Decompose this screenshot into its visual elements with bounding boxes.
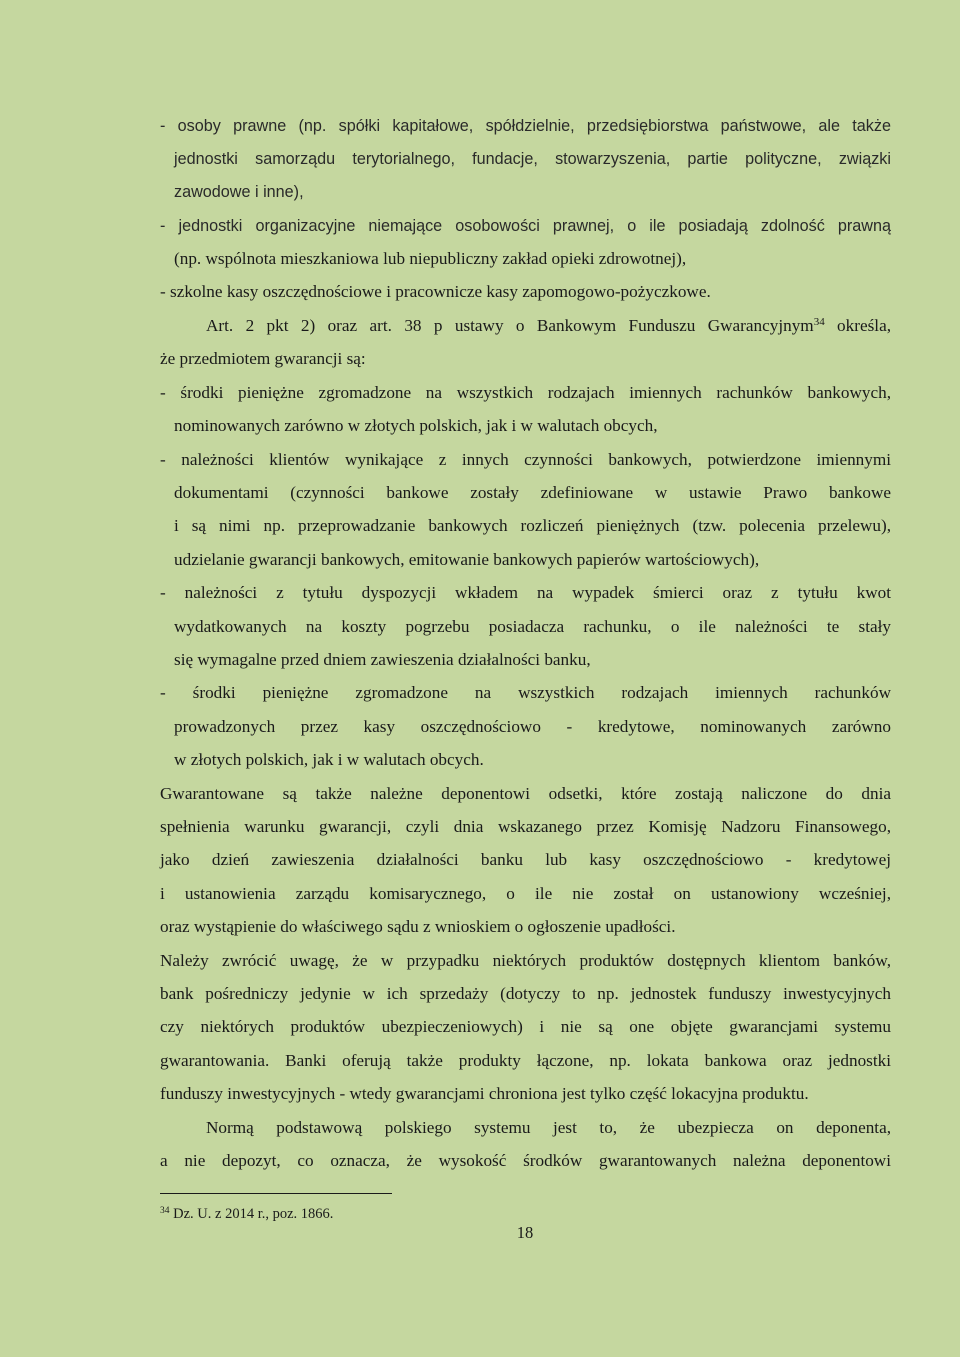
text-line: oraz wystąpienie do właściwego sądu z wnioskiem o ogłoszenie upadłości. <box>160 917 676 936</box>
text-line: - osoby prawne (np. spółki kapitałowe, spółdzielnie, przedsiębiorstwa państwowe, ale także <box>160 117 891 135</box>
text-line: udzielanie gwarancji bankowych, emitowanie bankowych papierów wartościowych), <box>174 550 760 569</box>
text-line: gwarantowania. Banki oferują także produkty łączone, np. lokata bankowa oraz jednostki <box>160 1051 891 1070</box>
text-line: - należności z tytułu dyspozycji wkładem na wypadek śmierci oraz z tytułu kwot <box>160 583 891 602</box>
text-line: i są nimi np. przeprowadzanie bankowych rozliczeń pieniężnych (tzw. polecenia przelewu), <box>174 516 891 535</box>
art-line-tail: określa, <box>824 316 891 335</box>
text-line: - środki pieniężne zgromadzone na wszystkich rodzajach imiennych rachunków bankowych, <box>160 383 891 402</box>
text-line: jako dzień zawieszenia działalności banku lub kasy oszczędnościowo - kredytowej <box>160 850 891 869</box>
text-line: w złotych polskich, jak i w walutach obcych. <box>174 750 484 769</box>
footnote-separator <box>160 1193 392 1194</box>
text-line: bank pośredniczy jedynie w ich sprzedaży (dotyczy to np. jednostek funduszy inwestycyjnych <box>160 984 891 1003</box>
text-line-with-footnote <box>206 316 891 336</box>
text-line: dokumentami (czynności bankowe zostały zdefiniowane w ustawie Prawo bankowe <box>174 483 891 502</box>
footnote-number: 34 <box>160 1206 170 1216</box>
page-number: 18 <box>516 1223 534 1242</box>
text-line: zawodowe i inne), <box>174 183 304 201</box>
text-line: - środki pieniężne zgromadzone na wszystkich rodzajach imiennych rachunków <box>160 683 891 702</box>
text-line: - jednostki organizacyjne niemające osobowości prawnej, o ile posiadają zdolność prawną <box>160 217 891 235</box>
text-line: jednostki samorządu terytorialnego, fundacje, stowarzyszenia, partie polityczne, związki <box>174 150 891 168</box>
footnote <box>160 1205 333 1223</box>
text-line: - należności klientów wynikające z innych czynności bankowych, potwierdzone imiennymi <box>160 450 891 469</box>
text-line: spełnienia warunku gwarancji, czyli dnia wskazanego przez Komisję Nadzoru Finansowego, <box>160 817 891 836</box>
footnote-text: Dz. U. z 2014 r., poz. 1866. <box>169 1206 334 1222</box>
text-line: się wymagalne przed dniem zawieszenia działalności banku, <box>174 650 591 669</box>
text-line: czy niektórych produktów ubezpieczeniowych) i nie są one objęte gwarancjami systemu <box>160 1017 891 1036</box>
text-line: Gwarantowane są także należne deponentowi odsetki, które zostają naliczone do dnia <box>160 784 891 803</box>
text-line: (np. wspólnota mieszkaniowa lub niepubliczny zakład opieki zdrowotnej), <box>174 249 687 268</box>
text-line: i ustanowienia zarządu komisarycznego, o ile nie został on ustanowiony wcześniej, <box>160 884 891 903</box>
text-line: że przedmiotem gwarancji są: <box>160 349 366 368</box>
text-line: prowadzonych przez kasy oszczędnościowo - kredytowe, nominowanych zarówno <box>174 717 891 736</box>
text-line: nominowanych zarówno w złotych polskich, jak i w walutach obcych, <box>174 416 658 435</box>
text-line: funduszy inwestycyjnych - wtedy gwarancjami chroniona jest tylko część lokacyjna produktu. <box>160 1084 809 1103</box>
art-line-text: Art. 2 pkt 2) oraz art. 38 p ustawy o Bankowym Funduszu Gwarancyjnym <box>206 316 814 335</box>
text-line: wydatkowanych na koszty pogrzebu posiadacza rachunku, o ile należności te stały <box>174 617 891 636</box>
text-line: Należy zwrócić uwagę, że w przypadku niektórych produktów dostępnych klientom banków, <box>160 951 891 970</box>
text-line: Normą podstawową polskiego systemu jest to, że ubezpiecza on deponenta, <box>206 1118 891 1137</box>
text-line: - szkolne kasy oszczędnościowe i pracownicze kasy zapomogowo-pożyczkowe. <box>160 282 711 301</box>
text-line: a nie depozyt, co oznacza, że wysokość środków gwarantowanych należna deponentowi <box>160 1151 891 1170</box>
footnote-reference: 34 <box>813 316 825 328</box>
